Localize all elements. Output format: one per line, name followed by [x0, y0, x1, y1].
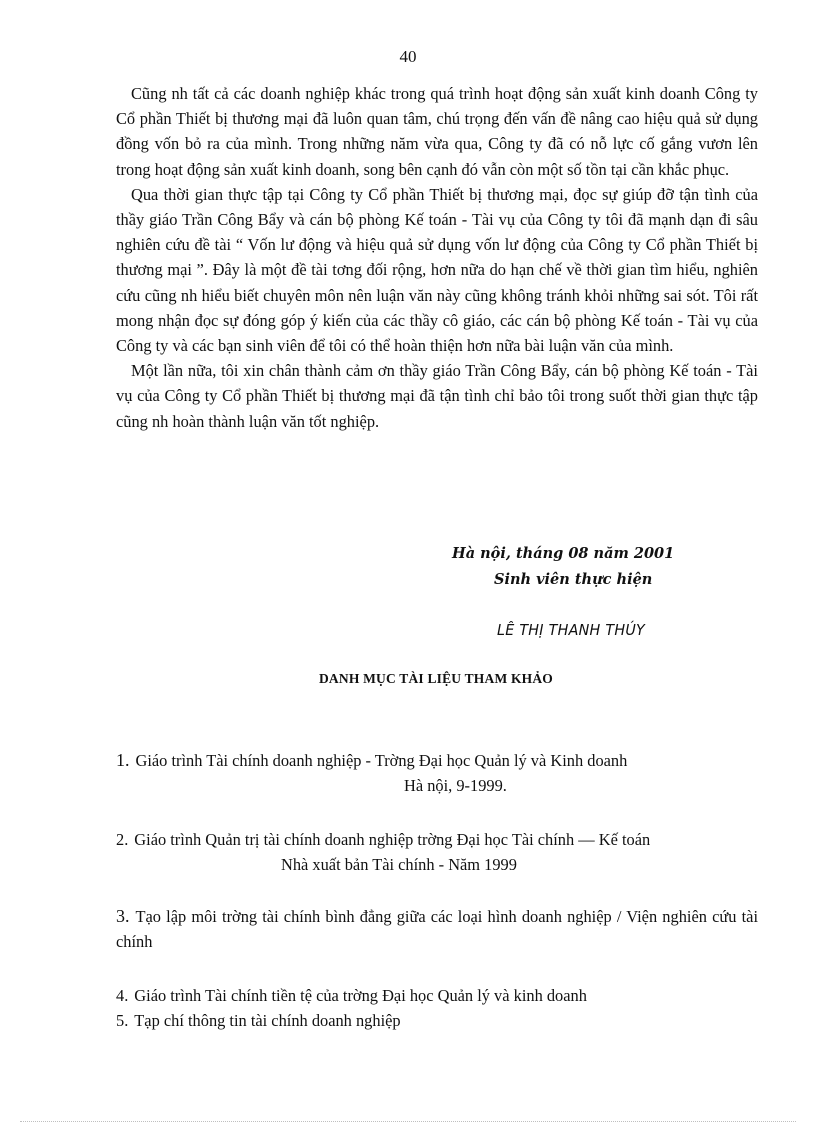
- page-number: 40: [399, 47, 417, 66]
- reference-number: 4.: [116, 986, 129, 1005]
- acknowledgement-text: [116, 81, 758, 434]
- reference-item: [116, 983, 756, 1008]
- signer-role: Sinh viên thực hiện: [494, 571, 653, 588]
- signer-name: LÊ THỊ THANH THÚY: [497, 621, 646, 639]
- paragraph: Qua thời gian thực tập tại Công ty Cổ phần Thiết bị thương mại, đọc sự giúp đỡ tận tình của thầy giáo Trần Công Bẩy và cán bộ phòng Kế toán - Tài vụ của Công ty tôi đã mạnh dạn đi sâu nghiên cứu đề tài “ Vốn lư động và hiệu quả sử dụng vốn lư động của Công ty Cổ phần Thiết bị thương mại ”. Đây là một đề tài tơng đối rộng, hơn nữa do hạn chế về thời gian tìm hiểu, nghiên cứu cũng nh hiểu biết chuyên môn nên luận văn này cũng không tránh khỏi những sai sót. Tôi rất mong nhận đọc sự đóng góp ý kiến của các thầy cô giáo, các cán bộ phòng Kế toán - Tài vụ của Công ty và các bạn sinh viên để tôi có thể hoàn thiện hơn nữa bài luận văn của mình.: [116, 184, 758, 356]
- reference-number: 2.: [116, 830, 129, 849]
- place-date: Hà nội, tháng 08 năm 2001: [452, 545, 675, 562]
- reference-continuation: Nhà xuất bản Tài chính - Năm 1999: [281, 855, 517, 874]
- reference-text: Tạo lập môi trờng tài chính bình đẳng giữa các loại hình doanh nghiệp / Viện nghiên cứu tài chính: [116, 907, 758, 951]
- reference-continuation: Hà nội, 9-1999.: [404, 776, 507, 795]
- signature-block: [452, 541, 752, 593]
- reference-item: [116, 748, 756, 798]
- reference-text: Giáo trình Tài chính tiền tệ của trờng Đại học Quản lý và kinh doanh: [134, 986, 587, 1005]
- paragraph: Một lần nữa, tôi xin chân thành cảm ơn thầy giáo Trần Công Bẩy, cán bộ phòng Kế toán - Tài vụ của Công ty Cổ phần Thiết bị thương mại đã tận tình chỉ bảo tôi trong suốt thời gian thực tập cũng nh hoàn thành luận văn tốt nghiệp.: [116, 361, 758, 431]
- reference-number: 1.: [116, 750, 130, 770]
- references-title: DANH MỤC TÀI LIỆU THAM KHẢO: [318, 671, 554, 686]
- footer-divider: [20, 1121, 796, 1122]
- reference-number: 5.: [116, 1011, 129, 1030]
- reference-item: [116, 827, 756, 877]
- paragraph: Cũng nh tất cả các doanh nghiệp khác trong quá trình hoạt động sản xuất kinh doanh Công ty Cổ phần Thiết bị thương mại đã luôn quan tâm, chú trọng đến vấn đề nâng cao hiệu quả sử dụng đồng vốn bỏ ra của mình. Trong những năm vừa qua, Công ty đã có nỗ lực cố gắng vươn lên trong hoạt động sản xuất kinh doanh, song bên cạnh đó vẫn còn một số tồn tại cần khắc phục.: [116, 84, 758, 179]
- reference-text: Giáo trình Tài chính doanh nghiệp - Trờng Đại học Quản lý và Kinh doanh: [135, 751, 628, 770]
- reference-item: [116, 1008, 756, 1033]
- reference-text: Giáo trình Quản trị tài chính doanh nghiệp trờng Đại học Tài chính — Kế toán: [134, 830, 651, 849]
- reference-number: 3.: [116, 906, 130, 926]
- reference-text: Tạp chí thông tin tài chính doanh nghiệp: [134, 1011, 401, 1030]
- reference-item: [116, 904, 758, 954]
